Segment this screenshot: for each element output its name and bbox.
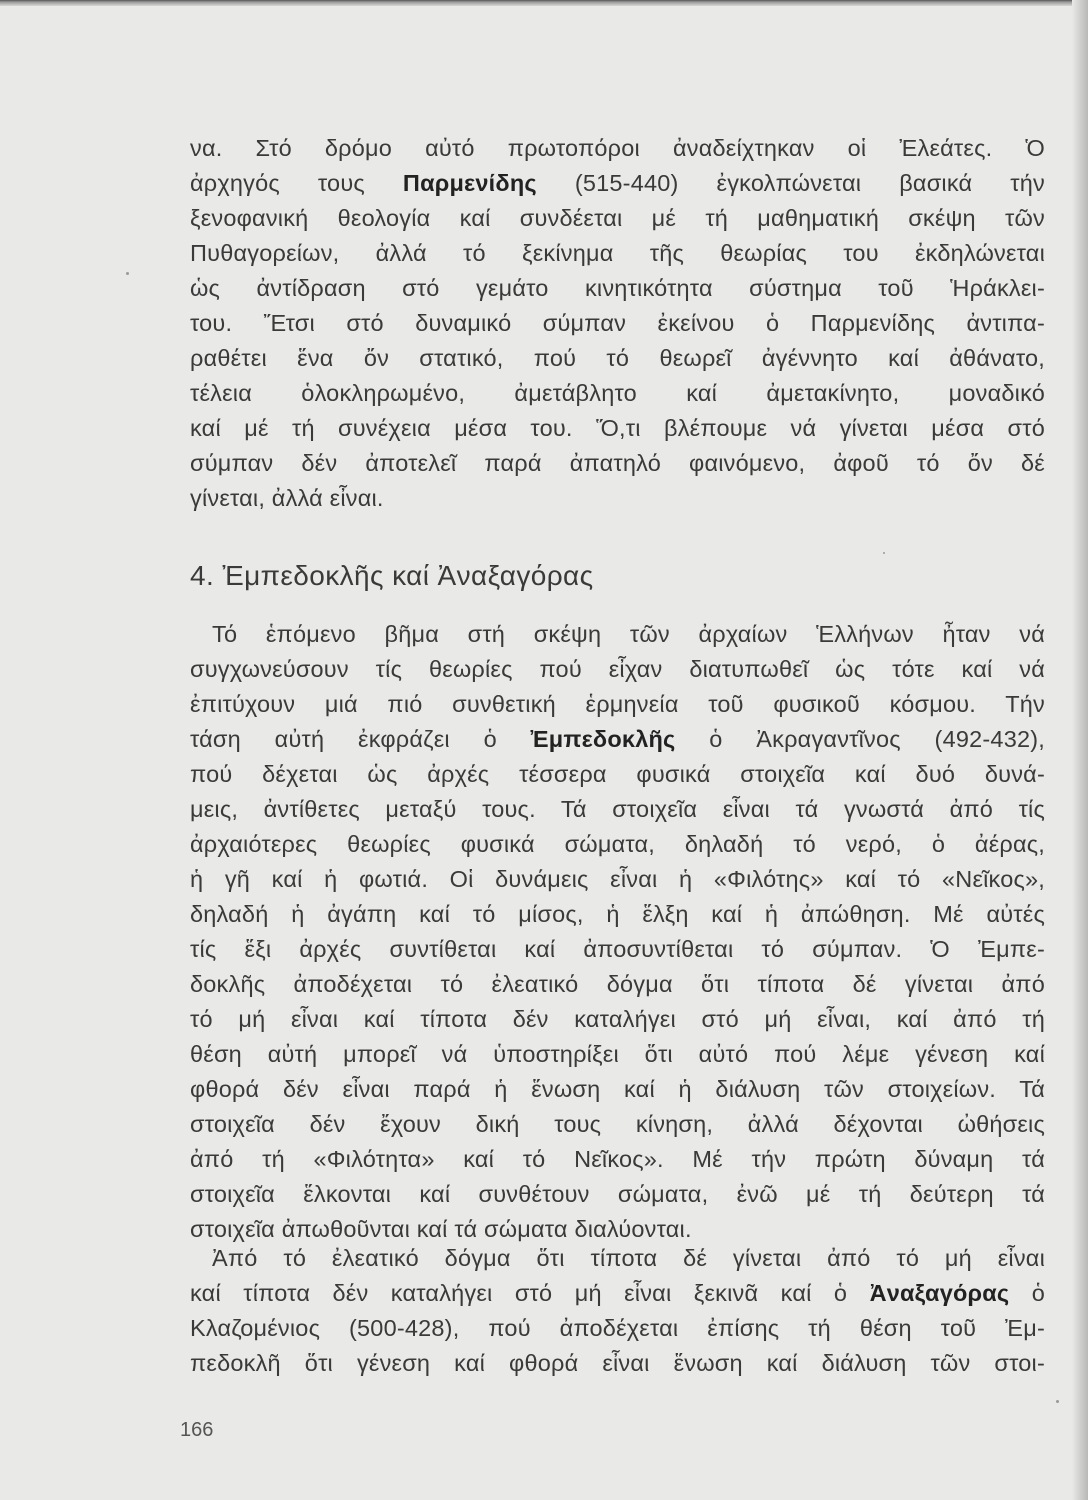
text-line: ἐπιτύχουν μιά πιό συνθετική ἑρμηνεία τοῦ φυσικοῦ κόσμου. Τήν [190, 691, 1045, 717]
text-line: δηλαδή ἡ ἀγάπη καί τό μίσος, ἡ ἕλξη καί ἡ ἀπώθηση. Μέ αὐτές [190, 901, 1045, 927]
text-line: ἀπό τή «Φιλότητα» καί τό Νεῖκος». Μέ τήν πρώτη δύναμη τά [190, 1146, 1045, 1172]
text-line: καί μέ τή συνέχεια μέσα του. Ὅ,τι βλέπουμε νά γίνεται μέσα στό [190, 415, 1045, 441]
text-line: σύμπαν δέν ἀποτελεῖ παρά ἀπατηλό φαινόμενο, ἀφοῦ τό ὄν δέ [190, 450, 1045, 476]
scan-speck [883, 552, 885, 554]
text-line: Τό ἑπόμενο βῆμα στή σκέψη τῶν ἀρχαίων Ἑλλήνων ἦταν νά [212, 621, 1045, 647]
text-line: δοκλῆς ἀποδέχεται τό ἐλεατικό δόγμα ὅτι τίποτα δέ γίνεται ἀπό [190, 971, 1045, 997]
paragraph-anaxagoras [190, 1241, 1045, 1381]
text-line: μεις, ἀντίθετες μεταξύ τους. Τά στοιχεῖα εἶναι τά γνωστά ἀπό τίς [190, 796, 1045, 822]
text-line: Κλαζομένιος (500-428), πού ἀποδέχεται ἐπίσης τή θέση τοῦ Ἐμ- [190, 1315, 1045, 1341]
section-heading: 4. Ἐμπεδοκλῆς καί Ἀναξαγόρας [190, 560, 594, 591]
text-line: τάση αὐτή ἐκφράζει ὁ Ἐμπεδοκλῆς ὁ Ἀκραγαντῖνος (492-432), [190, 726, 1045, 752]
text-line: τέλεια ὁλοκληρωμένο, ἀμετάβλητο καί ἀμετακίνητο, μοναδικό [190, 380, 1045, 406]
text-line: ραθέτει ἕνα ὄν στατικό, πού τό θεωρεῖ ἀγέννητο καί ἀθάνατο, [190, 345, 1045, 371]
text-line: τίς ἕξι ἀρχές συντίθεται καί ἀποσυντίθεται τό σύμπαν. Ὁ Ἐμπε- [190, 936, 1045, 962]
name-anaxagoras: Ἀναξαγόρας [869, 1280, 1010, 1306]
text-line: φθορά δέν εἶναι παρά ἡ ἕνωση καί ἡ διάλυση τῶν στοιχείων. Τά [190, 1076, 1045, 1102]
text-line: ξενοφανική θεολογία καί συνδέεται μέ τή μαθηματική σκέψη τῶν [190, 205, 1045, 231]
page-number: 166 [180, 1419, 214, 1441]
text-line: συγχωνεύσουν τίς θεωρίες πού εἶχαν διατυπωθεῖ ὡς τότε καί νά [190, 656, 1045, 682]
text-line: Ἀπό τό ἐλεατικό δόγμα ὅτι τίποτα δέ γίνεται ἀπό τό μή εἶναι [212, 1245, 1045, 1271]
text-line: πεδοκλῆ ὅτι γένεση καί φθορά εἶναι ἕνωση καί διάλυση τῶν στοι- [190, 1350, 1045, 1376]
paragraph-empedocles [190, 617, 1045, 1247]
name-empedocles: Ἐμπεδοκλῆς [530, 726, 676, 752]
text-line: του. Ἔτσι στό δυναμικό σύμπαν ἐκείνου ὁ Παρμενίδης ἀντιπα- [190, 310, 1045, 336]
text-line: θέση αὐτή μπορεῖ νά ὑποστηρίξει ὅτι αὐτό πού λέμε γένεση καί [190, 1041, 1045, 1067]
text-line: στοιχεῖα δέν ἔχουν δική τους κίνηση, ἀλλά δέχονται ὠθήσεις [190, 1111, 1045, 1137]
name-parmenides: Παρμενίδης [402, 170, 537, 196]
text-line: γίνεται, ἀλλά εἶναι. [190, 485, 384, 511]
text-line: τό μή εἶναι καί τίποτα δέν καταλήγει στό μή εἶναι, καί ἀπό τή [190, 1006, 1045, 1032]
text-line: καί τίποτα δέν καταλήγει στό μή εἶναι ξεκινᾶ καί ὁ Ἀναξαγόρας ὁ [190, 1280, 1045, 1306]
text-line: να. Στό δρόμο αὐτό πρωτοπόροι ἀναδείχτηκαν οἱ Ἐλεάτες. Ὁ [190, 135, 1045, 161]
text-line: ἡ γῆ καί ἡ φωτιά. Οἱ δυνάμεις εἶναι ἡ «Φιλότης» καί τό «Νεῖκος», [190, 866, 1045, 892]
text-line: στοιχεῖα ἕλκονται καί συνθέτουν σώματα, ἐνῶ μέ τή δεύτερη τά [190, 1181, 1045, 1207]
text-line: στοιχεῖα ἀπωθοῦνται καί τά σώματα διαλύονται. [190, 1216, 692, 1242]
paragraph-parmenides [190, 131, 1045, 516]
scan-speck [126, 272, 129, 275]
text-line: Πυθαγορείων, ἀλλά τό ξεκίνημα τῆς θεωρίας του ἐκδηλώνεται [190, 240, 1045, 266]
text-line: ὡς ἀντίδραση στό γεμάτο κινητικότητα σύστημα τοῦ Ἡράκλει- [190, 275, 1045, 301]
text-line: ἀρχαιότερες θεωρίες φυσικά σώματα, δηλαδή τό νερό, ὁ ἀέρας, [190, 831, 1045, 857]
text-line: πού δέχεται ὡς ἀρχές τέσσερα φυσικά στοιχεῖα καί δυό δυνά- [190, 761, 1045, 787]
text-line: ἀρχηγός τους Παρμενίδης (515-440) ἐγκολπώνεται βασικά τήν [190, 170, 1045, 196]
scan-speck [1056, 1400, 1059, 1403]
